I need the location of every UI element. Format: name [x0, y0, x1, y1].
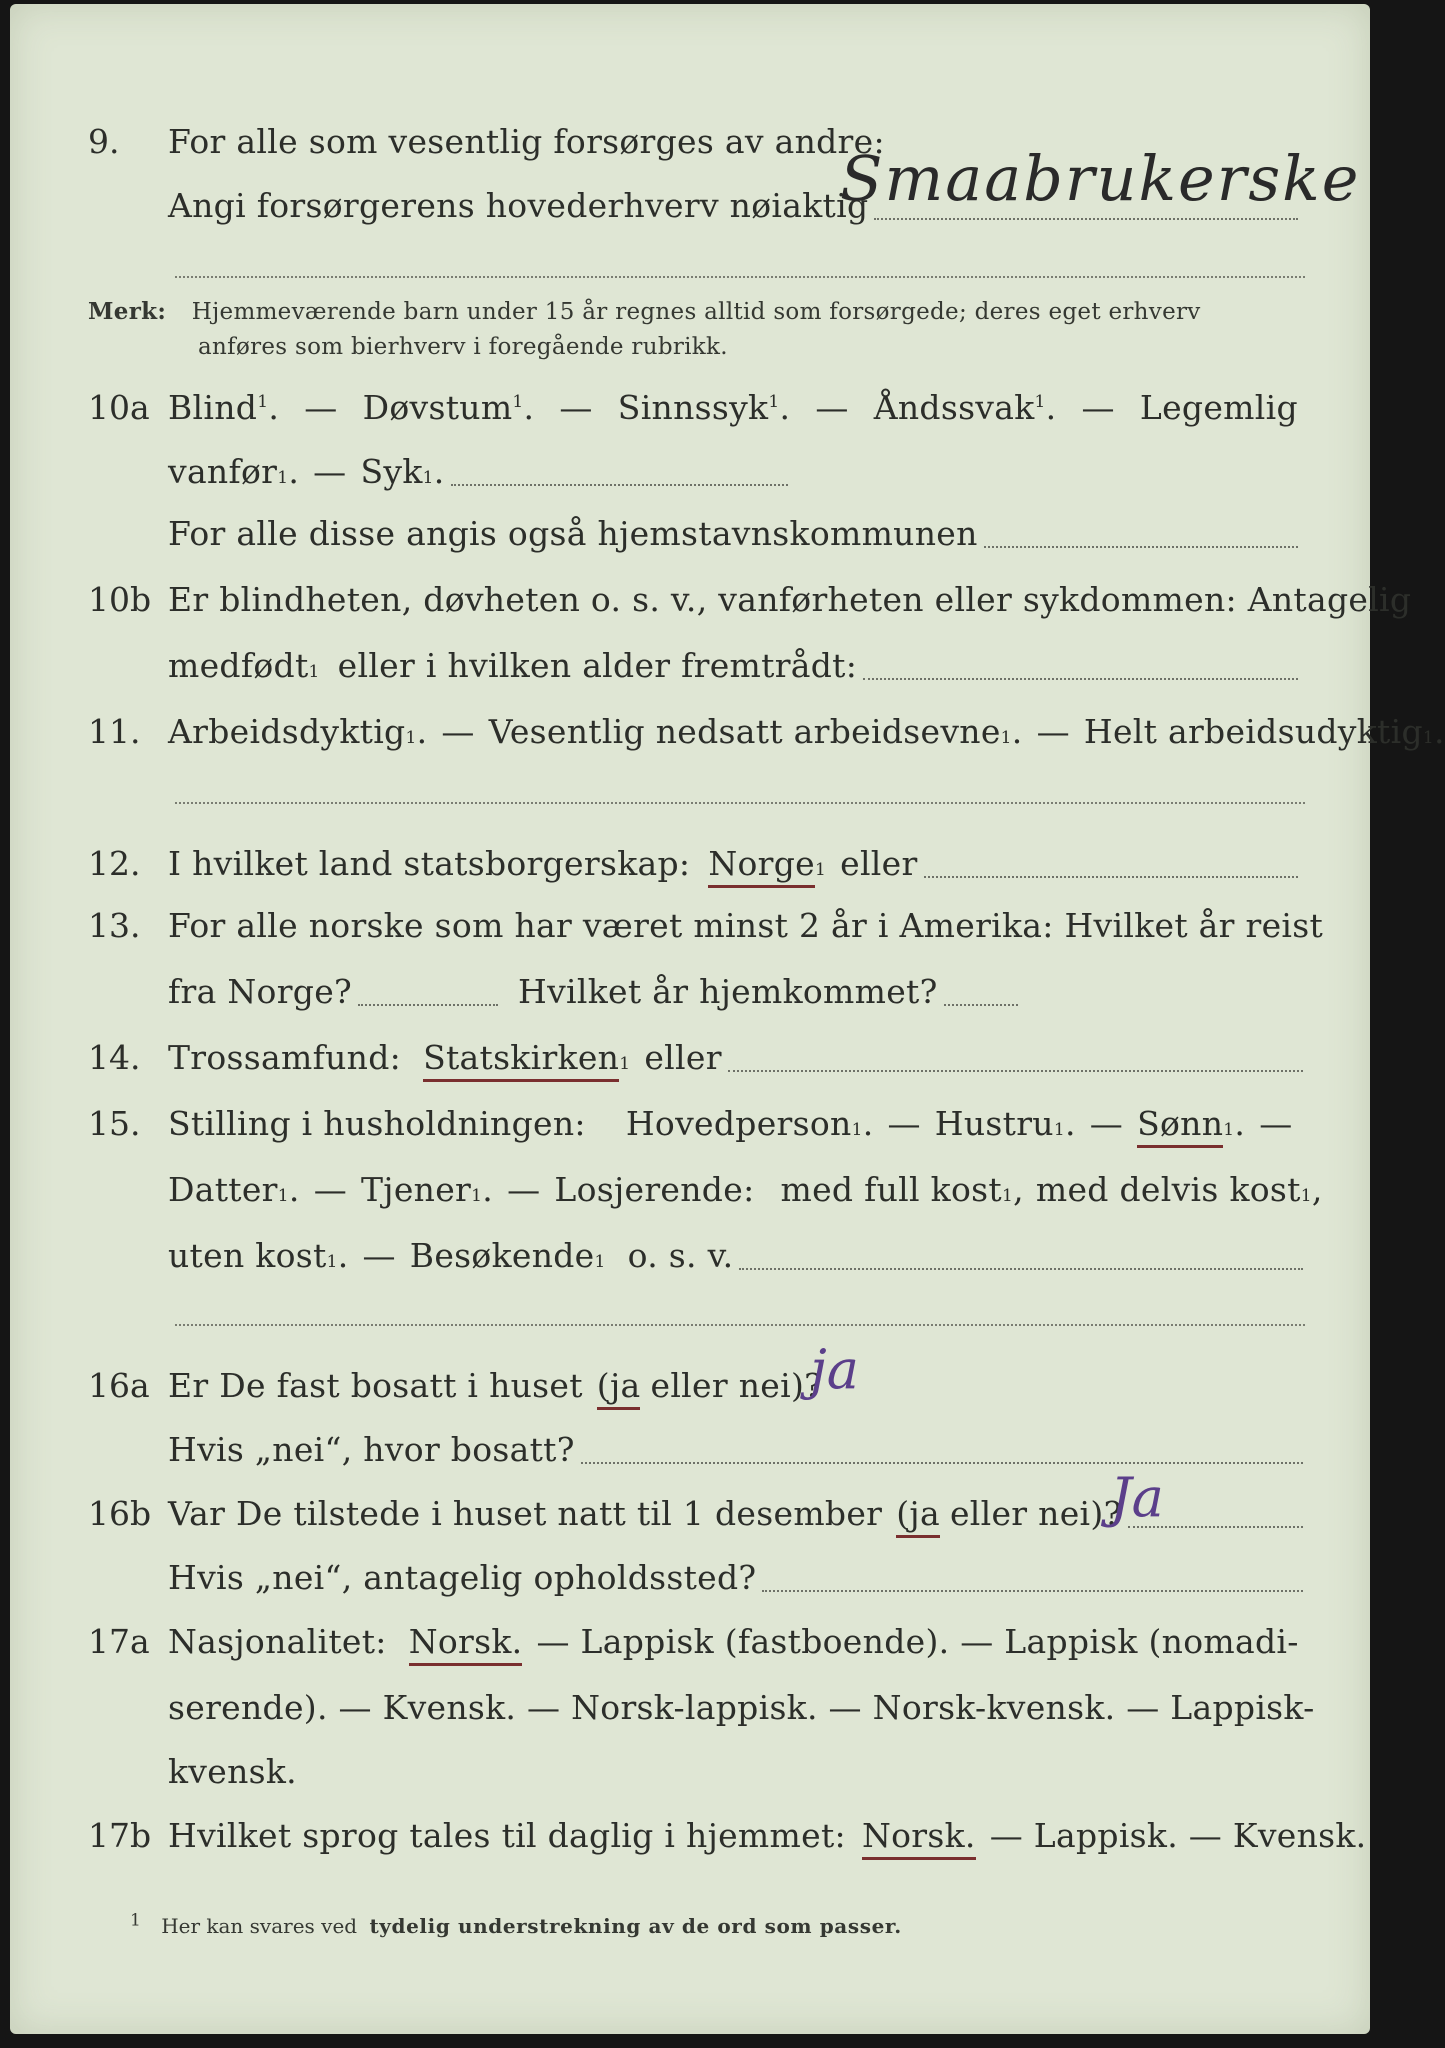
- q16a-handwritten-answer: ja: [810, 1338, 859, 1401]
- q16a-ja[interactable]: (ja: [597, 1366, 641, 1410]
- q15-label: Stilling i husholdningen:: [168, 1104, 586, 1143]
- q15-hovedperson[interactable]: Hovedperson: [625, 1104, 852, 1143]
- q14-answer-line[interactable]: [728, 1042, 1303, 1072]
- q16a-number: 16a: [88, 1366, 150, 1405]
- q15-sep: —: [887, 1104, 921, 1143]
- q10a-andssvak-group: Åndssvak$^1$.: [873, 388, 1057, 427]
- q17b-number: 17b: [88, 1816, 152, 1855]
- q10b-number: 10b: [88, 580, 152, 619]
- footnote-text: Her kan svares ved: [161, 1914, 358, 1938]
- merk-text1: Hjemmeværende barn under 15 år regnes alltid som forsørgede; deres eget erhverv: [191, 299, 1201, 325]
- q10b-line1: [168, 580, 1412, 620]
- q16b-eller-nei: eller nei)?: [949, 1494, 1122, 1533]
- q14-label: Trossamfund:: [168, 1038, 402, 1077]
- q17a-line3: [168, 1752, 1308, 1792]
- merk-label: Merk:: [88, 298, 167, 325]
- q15-extra-line[interactable]: [175, 1324, 1305, 1326]
- q10a-blind[interactable]: Blind: [168, 388, 258, 427]
- q13-text1: For alle norske som har været minst 2 år i Amerika: Hvilket år reist: [168, 906, 1324, 945]
- q10a-legemlig[interactable]: Legemlig: [1139, 388, 1298, 427]
- q10a-line3: [168, 514, 1298, 554]
- q10a-text3: For alle disse angis også hjemstavnskommunen: [168, 514, 978, 553]
- q15-answer-line[interactable]: [739, 1240, 1303, 1270]
- q11-arbeidsdyktig[interactable]: Arbeidsdyktig: [168, 712, 406, 751]
- q10a-blind-group: Blind$^1$.: [168, 388, 280, 427]
- q14-eller: eller: [644, 1038, 722, 1077]
- q13-line2: [168, 972, 1018, 1012]
- q15-sep: —: [362, 1236, 396, 1275]
- q16b-ja[interactable]: (ja: [896, 1494, 940, 1538]
- q9-text2: Angi forsørgerens hovederhverv nøiaktig: [168, 186, 869, 225]
- q15-sonn[interactable]: Sønn: [1137, 1104, 1223, 1148]
- q13-fra-norge: fra Norge?: [168, 972, 353, 1011]
- q15-besokende[interactable]: Besøkende: [409, 1236, 595, 1275]
- q9-extra-line[interactable]: [175, 276, 1305, 278]
- q16b-opholdssted-line[interactable]: [762, 1562, 1303, 1592]
- q13-line1: [168, 906, 1324, 946]
- q17b-norsk[interactable]: Norsk.: [862, 1816, 976, 1860]
- q10a-vanfor[interactable]: vanfør: [168, 452, 278, 491]
- q10b-text1: Er blindheten, døvheten o. s. v., vanførheten eller sykdommen: Antagelig: [168, 580, 1412, 619]
- q12-eller: eller: [840, 844, 918, 883]
- q10a-andssvak[interactable]: Åndssvak: [873, 388, 1035, 427]
- q11-sep: —: [441, 712, 475, 751]
- q16a-answer-line[interactable]: [581, 1434, 1303, 1464]
- q16a-eller-nei: eller nei)?: [650, 1366, 823, 1405]
- q10b-medfodt[interactable]: medfødt: [168, 646, 309, 685]
- q12-norge[interactable]: Norge: [708, 844, 815, 888]
- q11-nedsatt[interactable]: Vesentlig nedsatt arbeidsevne: [488, 712, 1001, 751]
- q11-number: 11.: [88, 712, 141, 751]
- q10a-number: 10a: [88, 388, 150, 427]
- q13-reist-line[interactable]: [358, 976, 498, 1006]
- q15-sep: —: [313, 1170, 347, 1209]
- q10a-sep: —: [313, 452, 347, 491]
- q16b-number: 16b: [88, 1494, 152, 1533]
- q15-line3: uten kost 1 . — Besøkende 1 o. s. v.: [168, 1236, 1303, 1276]
- q15-uten-kost[interactable]: uten kost: [168, 1236, 327, 1275]
- q16a-line1: [168, 1366, 1308, 1406]
- q10b-text2: eller i hvilken alder fremtrådt:: [337, 646, 858, 685]
- q14-line: Trossamfund: Statskirken 1 eller: [168, 1038, 1303, 1078]
- q16a-text: Er De fast bosatt i huset: [168, 1366, 583, 1405]
- q10a-sep: —: [1081, 388, 1115, 427]
- q10a-sep: —: [815, 388, 849, 427]
- q17a-line1: [168, 1622, 1308, 1662]
- q10a-syk[interactable]: Syk: [360, 452, 423, 491]
- q15-datter[interactable]: Datter: [168, 1170, 278, 1209]
- q14-number: 14.: [88, 1038, 141, 1077]
- q10b-line2: medfødt 1 eller i hvilken alder fremtrådt:: [168, 646, 1298, 686]
- q13-hjemkommet: Hvilket år hjemkommet?: [518, 972, 938, 1011]
- q17a-number: 17a: [88, 1622, 150, 1661]
- q10a-dovstum-group: Døvstum$^1$.: [362, 388, 535, 427]
- q12-number: 12.: [88, 844, 141, 883]
- q15-tjener[interactable]: Tjener: [361, 1170, 472, 1209]
- q14-statskirken[interactable]: Statskirken: [423, 1038, 619, 1082]
- q15-osv: o. s. v.: [627, 1236, 734, 1275]
- q10a-line1: [168, 388, 1298, 428]
- q15-line1: Stilling i husholdningen: Hovedperson 1 . — Hustru 1 . — Sønn 1 . —: [168, 1104, 1308, 1144]
- footnote-bold-text: tydelig understrekning av de ord som passer.: [369, 1914, 902, 1938]
- merk-note-line1: [88, 298, 1201, 325]
- q11-udyktig[interactable]: Helt arbeidsudyktig: [1083, 712, 1423, 751]
- q15-losjerende: Losjerende:: [554, 1170, 755, 1209]
- q15-delvis-kost[interactable]: med delvis kost: [1035, 1170, 1301, 1209]
- q9-number: 9.: [88, 122, 120, 161]
- q15-number: 15.: [88, 1104, 141, 1143]
- q17a-label: Nasjonalitet:: [168, 1622, 387, 1661]
- q17a-options1[interactable]: — Lappisk (fastboende). — Lappisk (nomadi-: [536, 1622, 1299, 1661]
- q16b-line2: [168, 1558, 1303, 1598]
- q15-sep: —: [1259, 1104, 1293, 1143]
- q16b-text: Var De tilstede i huset natt til 1 desember: [168, 1494, 883, 1533]
- q17b-line: [168, 1816, 1367, 1856]
- q10a-sinnssyk[interactable]: Sinnssyk: [617, 388, 769, 427]
- q15-sep: —: [1089, 1104, 1124, 1143]
- q11-line1: Arbeidsdyktig 1 . — Vesentlig nedsatt arbeidsevne 1 . — Helt arbeidsudyktig 1 .: [168, 712, 1445, 751]
- q16b-handwritten-answer: Ja: [1110, 1466, 1164, 1529]
- q12-line: I hvilket land statsborgerskap: Norge 1 eller: [168, 844, 1298, 884]
- q17a-options3[interactable]: kvensk.: [168, 1752, 297, 1791]
- q17b-label: Hvilket sprog tales til daglig i hjemmet:: [168, 1816, 846, 1855]
- q10a-sep: —: [304, 388, 338, 427]
- q10a-line2: vanfør 1 . — Syk 1 .: [168, 452, 788, 492]
- q13-hjemkommet-line[interactable]: [944, 976, 1018, 1006]
- q11-sep: —: [1036, 712, 1070, 751]
- q10a-dovstum[interactable]: Døvstum: [362, 388, 513, 427]
- q15-hustru[interactable]: Hustru: [934, 1104, 1054, 1143]
- footnote-mark: 1: [130, 1910, 141, 1931]
- q15-line2: Datter 1 . — Tjener 1 . — Losjerende: med full kost 1 , med delvis kost 1 ,: [168, 1170, 1323, 1209]
- q12-answer-line[interactable]: [924, 848, 1298, 878]
- q16a-text2: Hvis „nei“, hvor bosatt?: [168, 1430, 575, 1469]
- q10a-sinnssyk-group: Sinnssyk$^1$.: [617, 388, 791, 427]
- q15-sep: —: [507, 1170, 541, 1209]
- q11-answer-line[interactable]: [175, 802, 1305, 804]
- q17a-line2: [168, 1688, 1315, 1728]
- q9-handwritten-answer: Smaabrukerske: [840, 142, 1361, 215]
- q16a-line2: [168, 1430, 1303, 1470]
- q13-number: 13.: [88, 906, 141, 945]
- q17a-norsk[interactable]: Norsk.: [409, 1622, 523, 1666]
- q10a-sep: —: [559, 388, 593, 427]
- q9-text1: For alle som vesentlig forsørges av andre:: [168, 122, 885, 161]
- q16b-text2: Hvis „nei“, antagelig opholdssted?: [168, 1558, 757, 1597]
- q17a-options2[interactable]: serende). — Kvensk. — Norsk-lappisk. — Norsk-kvensk. — Lappisk-: [168, 1688, 1315, 1727]
- merk-text2: anføres som bierhverv i foregående rubrikk.: [198, 334, 728, 360]
- footnote: [130, 1910, 902, 1938]
- q15-full-kost[interactable]: med full kost: [780, 1170, 1002, 1209]
- q12-text: I hvilket land statsborgerskap:: [168, 844, 691, 883]
- q10a-answer-line[interactable]: [451, 456, 788, 486]
- q17b-options[interactable]: — Lappisk. — Kvensk.: [989, 1816, 1367, 1855]
- q10a-hjemstavn-line[interactable]: [984, 518, 1298, 548]
- q10b-answer-line[interactable]: [863, 650, 1298, 680]
